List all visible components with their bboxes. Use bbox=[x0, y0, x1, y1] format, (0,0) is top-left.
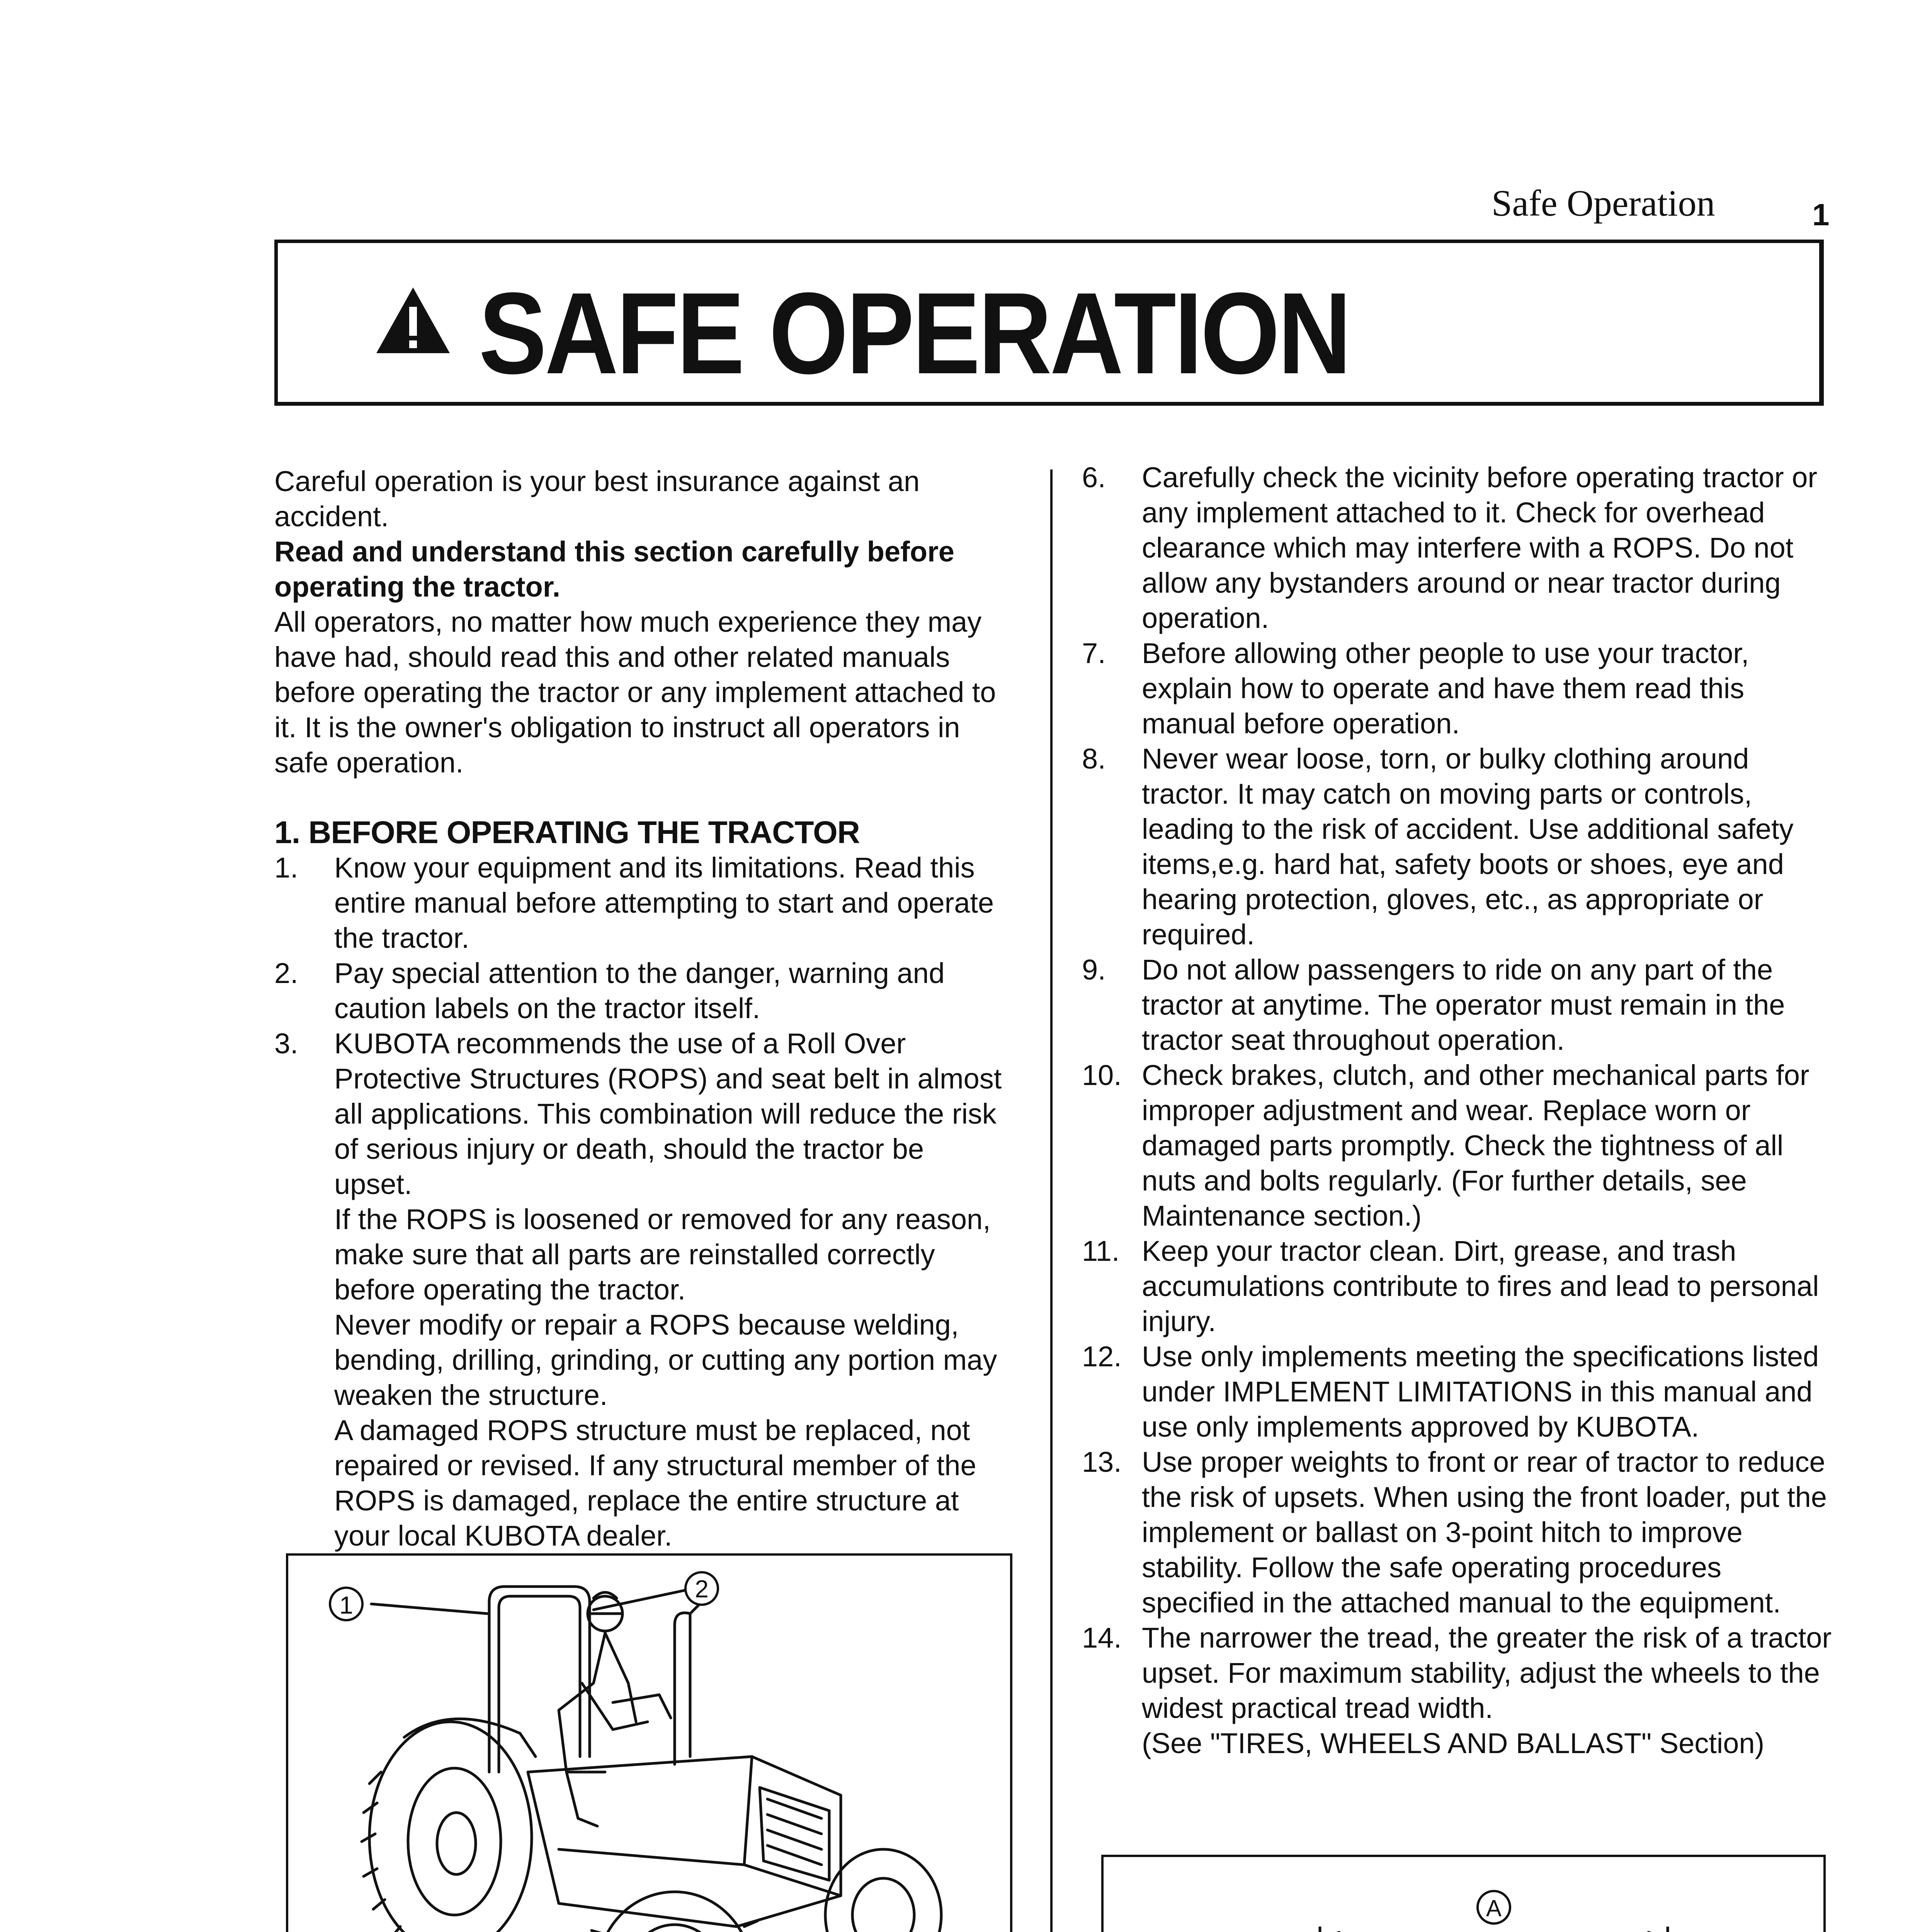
list-item bbox=[1082, 1339, 1839, 1444]
list-item-text: KUBOTA recommends the use of a Roll Over Protective Structures (ROPS) and seat belt in almost all applications. This combination will reduce the risk of serious injury or death, should the tractor be upset. bbox=[334, 1027, 1002, 1200]
section-title-box bbox=[274, 240, 1824, 406]
list-item-number: 12. bbox=[1082, 1340, 1122, 1372]
list-item-number: 7. bbox=[1082, 637, 1106, 669]
list-item-number: 11. bbox=[1082, 1235, 1120, 1267]
list-item-text: Never wear loose, torn, or bulky clothing around tractor. It may catch on moving parts or controls, leading to the risk of accident. Use additional safety items,e.g. hard hat, safety boots or shoes, eye and hearing protection, gloves, etc., as appropriate or required. bbox=[1142, 743, 1794, 951]
list-item bbox=[1082, 1233, 1839, 1339]
list-item bbox=[1082, 741, 1839, 952]
list-item bbox=[1082, 1620, 1839, 1726]
section-heading: 1. BEFORE OPERATING THE TRACTOR bbox=[274, 815, 860, 850]
list-item-text: Pay special attention to the danger, warning and caution labels on the tractor itself. bbox=[334, 957, 945, 1024]
left-column bbox=[274, 464, 1009, 1553]
warning-triangle-icon bbox=[374, 286, 452, 355]
list-item-number: 1. bbox=[274, 852, 298, 884]
list-item-number: 9. bbox=[1082, 954, 1106, 986]
list-item bbox=[274, 956, 1009, 1026]
list-item-text: Before allowing other people to use your tractor, explain how to operate and have them read this manual before operation. bbox=[1142, 637, 1749, 740]
list-item bbox=[1082, 1444, 1839, 1620]
section-title: SAFE OPERATION bbox=[479, 268, 1350, 398]
list-item bbox=[1082, 952, 1839, 1058]
tread-width-figure bbox=[1101, 1855, 1826, 1932]
intro-bold-paragraph: Read and understand this section carefully before operating the tractor. bbox=[274, 536, 954, 603]
list-item-number: 8. bbox=[1082, 743, 1106, 775]
callout-1 bbox=[330, 1588, 362, 1620]
list-item-text: Do not allow passengers to ride on any part of the tractor at anytime. The operator must remain in the tractor seat throughout operation. bbox=[1142, 954, 1785, 1056]
list-item-number: 14. bbox=[1082, 1622, 1122, 1654]
list-item-text: Use only implements meeting the specifications listed under IMPLEMENT LIMITATIONS in this manual and use only implements approved by KUBOTA. bbox=[1142, 1340, 1819, 1443]
list-item-continuation: Never modify or repair a ROPS because welding, bending, drilling, grinding, or cutting any portion may weaken the structure. bbox=[334, 1309, 997, 1411]
callout-a bbox=[1478, 1891, 1510, 1923]
list-item-text: Use proper weights to front or rear of tractor to reduce the risk of upsets. When using the front loader, put the implement or ballast on 3-point hitch to improve stability. Follow the safe operating procedures specified in the attached manual to the equipment. bbox=[1142, 1446, 1827, 1619]
list-item-number: 2. bbox=[274, 957, 298, 989]
list-item-text: Carefully check the vicinity before operating tractor or any implement attached to it. Check for overhead clearance which may interfere with a ROPS. Do not allow any bystanders around or near tractor during operation. bbox=[1142, 461, 1818, 634]
intro-paragraph-2: All operators, no matter how much experience they may have had, should read this and other related manuals before operating the tractor or any implement attached to it. It is the owner's obligation to instruct all operators in safe operation. bbox=[274, 606, 996, 779]
list-item-text: Know your equipment and its limitations. Read this entire manual before attempting to start and operate the tractor. bbox=[334, 852, 994, 954]
list-item bbox=[274, 850, 1009, 956]
list-item-note: (See "TIRES, WHEELS AND BALLAST" Section) bbox=[1142, 1727, 1765, 1759]
list-item-text: The narrower the tread, the greater the risk of a tractor upset. For maximum stability, adjust the wheels to the widest practical tread width. bbox=[1142, 1622, 1832, 1724]
right-column bbox=[1082, 460, 1839, 1761]
rear-wheels-diagram bbox=[1104, 1857, 1823, 1932]
list-item-continuation: A damaged ROPS structure must be replaced, not repaired or revised. If any structural member of the ROPS is damaged, replace the entire structure at your local KUBOTA dealer. bbox=[334, 1414, 976, 1552]
page-header bbox=[1492, 182, 1830, 232]
list-item-number: 6. bbox=[1082, 461, 1106, 493]
list-item bbox=[1082, 1058, 1839, 1233]
page-number: 1 bbox=[1812, 197, 1830, 232]
list-item-number: 3. bbox=[274, 1027, 298, 1060]
list-item-number: 10. bbox=[1082, 1059, 1122, 1091]
rops-figure bbox=[286, 1553, 1012, 1932]
tractor-illustration bbox=[288, 1556, 1010, 1932]
running-header-title: Safe Operation bbox=[1492, 182, 1715, 224]
list-item-continuation: If the ROPS is loosened or removed for any reason, make sure that all parts are reinstalled correctly before operating the tractor. bbox=[334, 1203, 991, 1306]
list-item bbox=[1082, 636, 1839, 741]
list-item-text: Keep your tractor clean. Dirt, grease, and trash accumulations contribute to fires and lead to personal injury. bbox=[1142, 1235, 1819, 1337]
svg-text:2: 2 bbox=[695, 1575, 709, 1603]
list-item-text: Check brakes, clutch, and other mechanical parts for improper adjustment and wear. Replace worn or damaged parts promptly. Check the tightness of all nuts and bolts regularly. (For further details, see Maintenance section.) bbox=[1142, 1059, 1810, 1232]
callout-2 bbox=[685, 1572, 718, 1605]
column-divider bbox=[1050, 469, 1053, 1932]
intro-paragraph: Careful operation is your best insurance against an accident. bbox=[274, 465, 920, 532]
list-item bbox=[274, 1026, 1009, 1202]
list-item bbox=[1082, 460, 1839, 636]
list-item-number: 13. bbox=[1082, 1446, 1122, 1478]
svg-text:A: A bbox=[1486, 1895, 1502, 1921]
svg-text:1: 1 bbox=[339, 1591, 353, 1619]
